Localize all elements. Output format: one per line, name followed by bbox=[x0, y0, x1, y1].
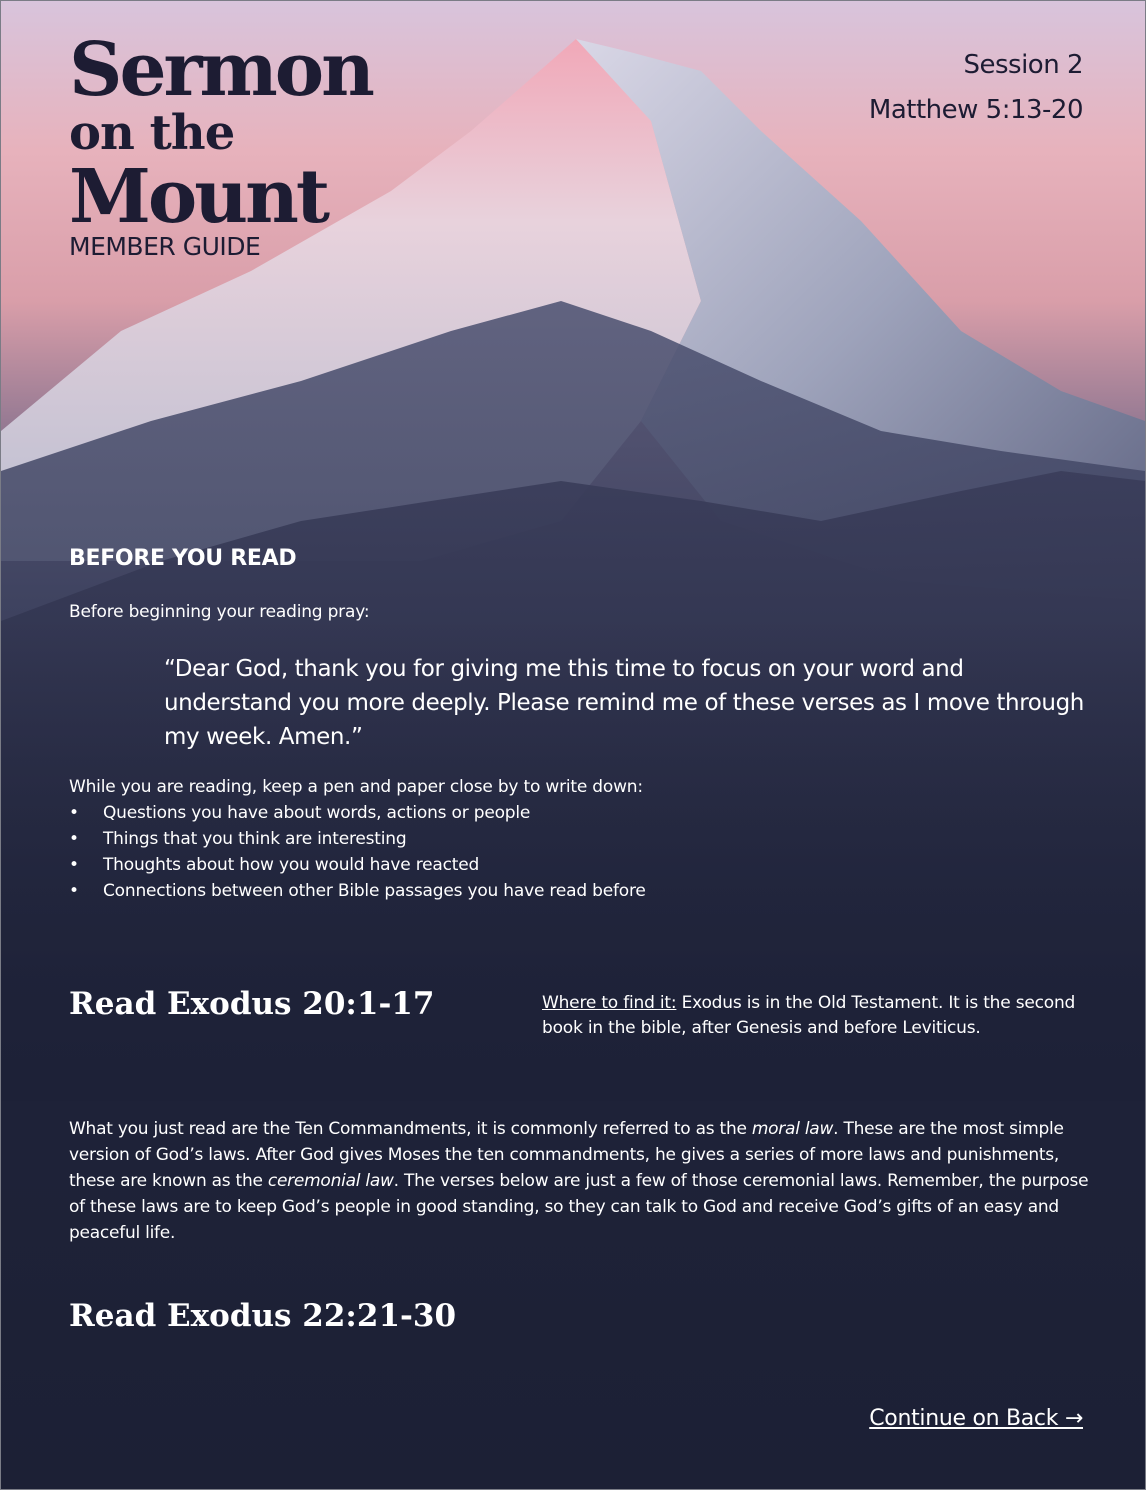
list-item: • Questions you have about words, actions or people bbox=[69, 800, 646, 826]
session-passage: Matthew 5:13-20 bbox=[868, 95, 1083, 125]
subtitle: MEMBER GUIDE bbox=[69, 232, 261, 261]
term-moral-law: moral law bbox=[751, 1119, 834, 1139]
before-you-read-intro: Before beginning your reading pray: bbox=[69, 602, 370, 622]
commentary-part-2: . These are the most simple version of God’s laws. After God gives Moses the ten commandments, he gives a series of more laws and punishments, these are known as the bbox=[69, 1119, 1064, 1191]
guide-title bbox=[69, 27, 372, 263]
prayer-text: “Dear God, thank you for giving me this time to focus on your word and understand you more deeply. Please remind me of these verses as I move through my week. Amen.” bbox=[164, 656, 1084, 750]
commentary-part-3: . The verses below are just a few of those ceremonial laws. Remember, the purpose of these laws are to keep God’s people in good standing, so they can talk to God and receive God’s gifts of an easy and peaceful life. bbox=[69, 1171, 1089, 1243]
commentary-part-1: What you just read are the Ten Commandments, it is commonly referred to as the bbox=[69, 1119, 752, 1139]
reading-2-heading: Read Exodus 22:21-30 bbox=[69, 1298, 457, 1334]
reading-notes-intro: While you are reading, keep a pen and paper close by to write down: bbox=[69, 777, 643, 797]
reading-1-heading: Read Exodus 20:1-17 bbox=[69, 986, 435, 1022]
title-line-on-the: on the bbox=[69, 105, 235, 161]
where-label: Where to find it: bbox=[542, 993, 677, 1013]
before-you-read-heading: BEFORE YOU READ bbox=[69, 546, 297, 571]
term-ceremonial-law: ceremonial law bbox=[267, 1171, 394, 1191]
reading-notes bbox=[69, 774, 646, 904]
list-item: • Things that you think are interesting bbox=[69, 826, 646, 852]
reading-notes-list bbox=[69, 800, 646, 904]
list-item: • Thoughts about how you would have reacted bbox=[69, 852, 646, 878]
where-to-find-it bbox=[542, 991, 1092, 1041]
where-text: Exodus is in the Old Testament. It is the second book in the bible, after Genesis and before Leviticus. bbox=[542, 993, 1076, 1038]
title-line-mount: Mount bbox=[69, 154, 328, 240]
session-number: Session 2 bbox=[963, 50, 1083, 80]
session-info bbox=[869, 43, 1083, 133]
list-item: • Connections between other Bible passages you have read before bbox=[69, 878, 646, 904]
commentary-paragraph bbox=[69, 1116, 1094, 1246]
continue-on-back-link[interactable]: Continue on Back → bbox=[869, 1406, 1083, 1431]
title-line-sermon: Sermon bbox=[69, 27, 372, 113]
